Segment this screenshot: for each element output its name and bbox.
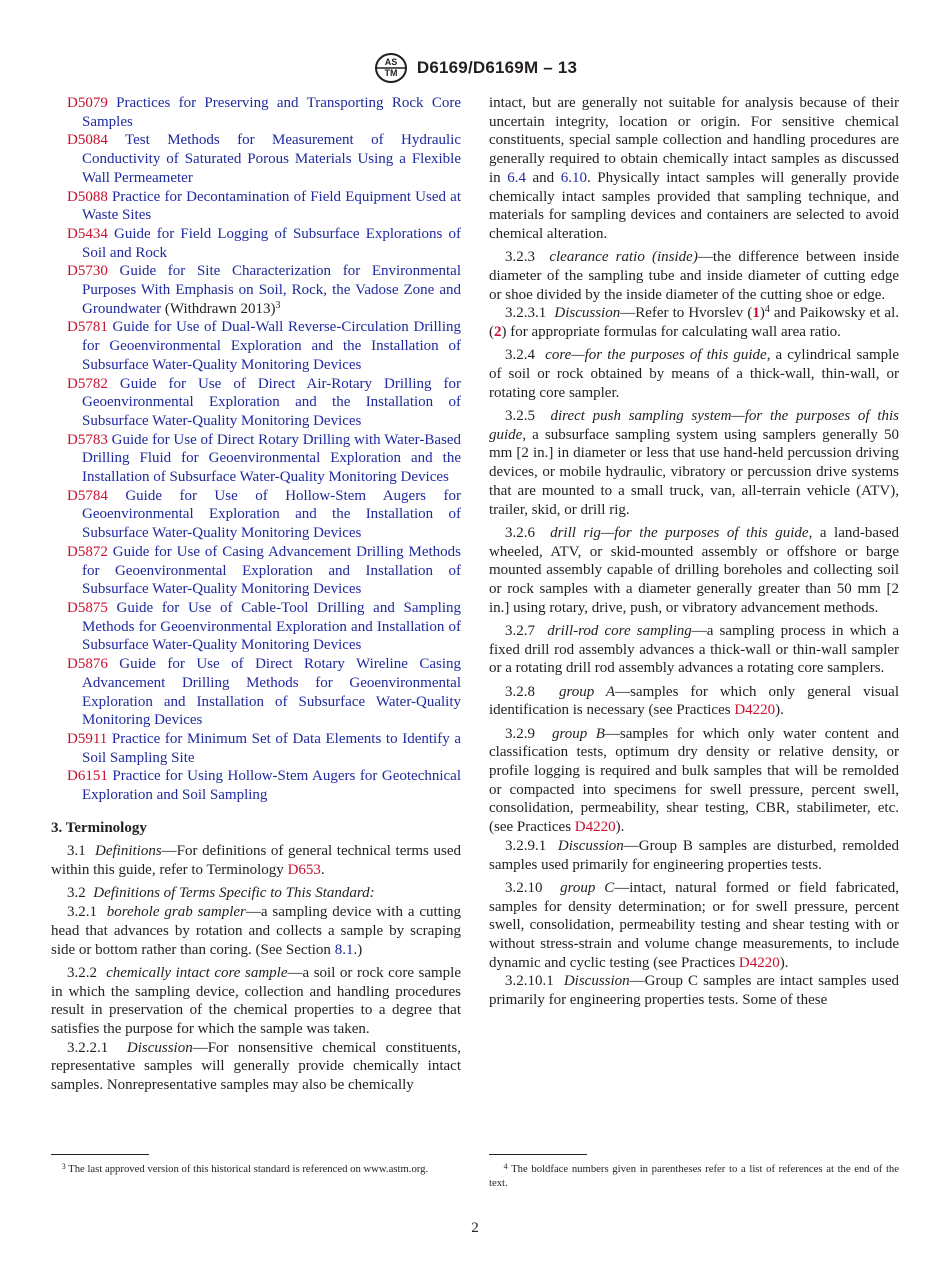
reference-link-1[interactable]: 1: [752, 305, 760, 322]
paragraph-3-2-2-1: 3.2.2.1 Discussion—For nonsensitive chemical constituents, representative samples will generally provide chemically intact samples. Nonrepresentative samples may also be chemically: [51, 1039, 462, 1094]
reference-item: [51, 131, 461, 187]
reference-title-link[interactable]: Guide for Use of Direct Air-Rotary Drilling for Geoenvironmental Exploration and the Installation of Subsurface Water-Quality Monitoring Devices: [82, 375, 462, 429]
reference-link-2[interactable]: 2: [494, 324, 502, 341]
reference-item: [51, 730, 461, 767]
reference-title-link[interactable]: Guide for Use of Dual-Wall Reverse-Circulation Drilling for Geoenvironmental Exploration and the Installation of Subsurface Water-Quality Monitoring Devices: [82, 319, 461, 373]
paragraph-3-1: 3.1 Definitions—For definitions of general technical terms used within this guide, refer to Terminology D653.: [51, 843, 461, 879]
reference-item: [51, 318, 461, 374]
reference-item: [51, 487, 461, 543]
link-d4220[interactable]: D4220: [574, 819, 616, 836]
paragraph-3-2-4: 3.2.4 core—for the purposes of this guide, a cylindrical sample of soil or rock obtained by means of a thick-wall, thin-wall, or rotating core sampler.: [489, 347, 899, 401]
reference-item: [51, 431, 461, 487]
reference-code-link[interactable]: D5730: [67, 263, 108, 280]
reference-item: [51, 262, 461, 318]
reference-code-link[interactable]: D5872: [67, 543, 108, 560]
reference-title-link[interactable]: Guide for Use of Hollow-Stem Augers for Geoenvironmental Exploration and the Installation of Subsurface Water-Quality Monitoring Devices: [82, 487, 461, 542]
page-header: [0, 52, 950, 84]
reference-item: [51, 655, 461, 730]
reference-title-link[interactable]: Guide for Field Logging of Subsurface Explorations of Soil and Rock: [82, 225, 462, 261]
reference-title-link[interactable]: Guide for Use of Direct Rotary Wireline Casing Advancement Drilling Methods for Geoenvironmental Exploration and Installation of Subsurface Water-Quality Monitoring Devices: [82, 656, 461, 729]
reference-title-link[interactable]: Practice for Minimum Set of Data Elements to Identify a Soil Sampling Site: [82, 730, 462, 766]
footnote-4: $^4$ The boldface numbers given in parentheses refer to a list of references at the end of the text.: [489, 1162, 900, 1189]
paragraph-3-2-7: 3.2.7 drill-rod core sampling—a sampling process in which a fixed drill rod assembly advances a thick-wall or thin-wall sampler or a rotating drill rod assembly advances a rotating core samplers.: [489, 622, 900, 677]
reference-item: [51, 188, 461, 225]
reference-title-link[interactable]: Practice for Decontamination of Field Equipment Used at Waste Sites: [82, 188, 461, 224]
section-heading-terminology: 3. Terminology: [51, 819, 147, 836]
link-d4220[interactable]: D4220: [738, 954, 780, 971]
paragraph-3-2-3: 3.2.3 clearance ratio (inside)—the difference between inside diameter of the sampling tube and inside diameter of cutting edge or shoe divided by the inside diameter of the cutting shoe or edge.: [489, 249, 899, 303]
astm-logo-icon: [373, 52, 409, 84]
link-section-8-1[interactable]: 8.1: [334, 941, 354, 958]
footnote-marker-4: 4: [764, 304, 770, 316]
paragraph-3-2-9: 3.2.9 group B—samples for which only water content and classification tests, optimum dry density or relative density, or profile logging is required and bulk samples that will be remolded or compacted into specimens for swell pressure, percent swell, consolidation, permeability, shear testing, CBR, stabilimeter, etc. (see Practices D4220).: [489, 725, 899, 836]
reference-code-link[interactable]: D5875: [67, 599, 108, 616]
reference-list: [51, 94, 461, 805]
reference-title-link[interactable]: Test Methods for Measurement of Hydraulic Conductivity of Saturated Porous Materials Using a Flexible Wall Permeameter: [82, 132, 461, 186]
reference-code-link[interactable]: D6151: [67, 768, 108, 785]
paragraph-3-2: 3.2 Definitions of Terms Specific to This Standard:: [67, 885, 375, 902]
reference-code-link[interactable]: D5876: [67, 656, 108, 673]
paragraph-3-2-10: 3.2.10 group C—intact, natural formed or field fabricated, samples for density determination; or for swell pressure, percent swell, consolidation, permeability testing and shear testing with or without stress-strain and volume change measurements, to include dynamic and cyclic testing (see Practices D4220).: [489, 879, 900, 971]
document-id: D6169/D6169M – 13: [416, 57, 578, 77]
reference-code-link[interactable]: D5088: [67, 188, 108, 205]
paragraph-3-2-2: 3.2.2 chemically intact core sample—a soil or rock core sample in which the sampling device, collection and handling procedures result in preservation of the chemical properties to a degree that satisfies the purpose for which the sample was taken.: [51, 964, 462, 1037]
reference-status: (Withdrawn 2013): [161, 300, 276, 317]
footnote-divider: [489, 1154, 587, 1155]
paragraph-3-2-2-1-continued: intact, but are generally not suitable for analysis because of their uncertain integrity, location or origin. For sensitive chemical constituents, special sample collection and handling procedures are generally required to obtain chemically intact samples as discussed in 6.4 and 6.10. Physically intact samples will generally provide chemically intact samples provided that sampling technique, and materials for sampling devices and containers are selected to avoid chemical alteration.: [489, 95, 899, 242]
paragraph-3-2-3-1: 3.2.3.1 Discussion—Refer to Hvorslev $(1)^4$ and Paikowsky et al. (2) for appropriate formulas for calculating wall area ratio.: [489, 304, 899, 341]
reference-title-link[interactable]: Guide for Use of Casing Advancement Drilling Methods for Geoenvironmental Exploration and Installation of Subsurface Water-Quality Monitoring Devices: [82, 543, 462, 598]
paragraph-3-2-8: 3.2.8 group A—samples for which only general visual identification is necessary (see Practices D4220).: [489, 683, 899, 719]
reference-item: [51, 225, 461, 262]
reference-code-link[interactable]: D5079: [67, 95, 108, 111]
reference-item: [51, 94, 461, 131]
reference-title-link[interactable]: Practice for Using Hollow-Stem Augers for Geotechnical Exploration and Soil Sampling: [82, 768, 461, 804]
reference-item: [51, 375, 461, 431]
svg-text:TM: TM: [384, 68, 398, 78]
reference-title-link[interactable]: Guide for Use of Cable-Tool Drilling and Sampling Methods for Geoenvironmental Exploration and Installation of Subsurface Water-Quality Monitoring Devices: [82, 599, 461, 654]
paragraph-3-2-5: 3.2.5 direct push sampling system—for the purposes of this guide, a subsurface sampling system using samplers generally 50 mm [2 in.] in diameter or less that use hand-held percussion driving devices, or mobile hydraulic, vibratory or percussion drive systems that are mounted to a small truck, van, all-terrain vehicle (ATV), trailer, skid, or drill rig.: [489, 408, 900, 518]
footnote-marker-3: 3: [275, 299, 281, 311]
reference-code-link[interactable]: D5782: [67, 375, 108, 392]
reference-item: [51, 767, 461, 804]
reference-code-link[interactable]: D5783: [67, 431, 108, 448]
reference-title-link[interactable]: Guide for Site Characterization for Environmental Purposes With Emphasis on Soil, Rock, the Vadose Zone and Groundwater: [82, 263, 461, 317]
reference-code-link[interactable]: D5084: [67, 132, 108, 149]
right-column: [489, 94, 899, 1010]
link-d4220[interactable]: D4220: [734, 702, 776, 719]
reference-code-link[interactable]: D5781: [67, 319, 108, 336]
reference-code-link[interactable]: D5784: [67, 487, 108, 504]
footnote-divider: [51, 1154, 149, 1155]
reference-item: [51, 599, 461, 655]
reference-code-link[interactable]: D5911: [67, 730, 108, 747]
svg-text:AS: AS: [384, 57, 398, 67]
reference-title-link[interactable]: Guide for Use of Direct Rotary Drilling with Water-Based Drilling Fluid for Geoenvironmental Exploration and the Installation of Subsurface Water-Quality Monitoring Devices: [82, 431, 462, 486]
paragraph-3-2-6: 3.2.6 drill rig—for the purposes of this guide, a land-based wheeled, ATV, or skid-mounted assembly or offshore or barge mounted assembly capable of drilling boreholes and collecting soil or rock samples with a diameter generally greater than 50 mm [2 in.] using rotary, drive, push, or vibratory advancement methods.: [489, 524, 899, 616]
page-number: 2: [471, 1220, 479, 1236]
reference-code-link[interactable]: D5434: [67, 225, 108, 242]
paragraph-3-2-9-1: 3.2.9.1 Discussion—Group B samples are disturbed, remolded samples used primarily for engineering properties tests.: [489, 837, 899, 873]
reference-item: [51, 543, 461, 599]
link-section-6-4[interactable]: 6.4: [507, 169, 526, 186]
link-d653[interactable]: D653: [287, 862, 321, 879]
paragraph-3-2-1: 3.2.1 borehole grab sampler—a sampling device with a cutting head that advances by rotation and collects a sample by scraping side or bottom rather than coring. (See Section 8.1.): [51, 904, 462, 958]
left-column: [51, 94, 461, 1095]
link-section-6-10[interactable]: 6.10: [560, 169, 587, 186]
footnote-3: $^3$ The last approved version of this historical standard is referenced on www.astm.org.: [61, 1162, 429, 1175]
paragraph-3-2-10-1: 3.2.10.1 Discussion—Group C samples are intact samples used primarily for engineering properties tests. Some of these: [489, 973, 900, 1009]
reference-title-link[interactable]: Practices for Preserving and Transporting Rock Core Samples: [82, 95, 462, 130]
